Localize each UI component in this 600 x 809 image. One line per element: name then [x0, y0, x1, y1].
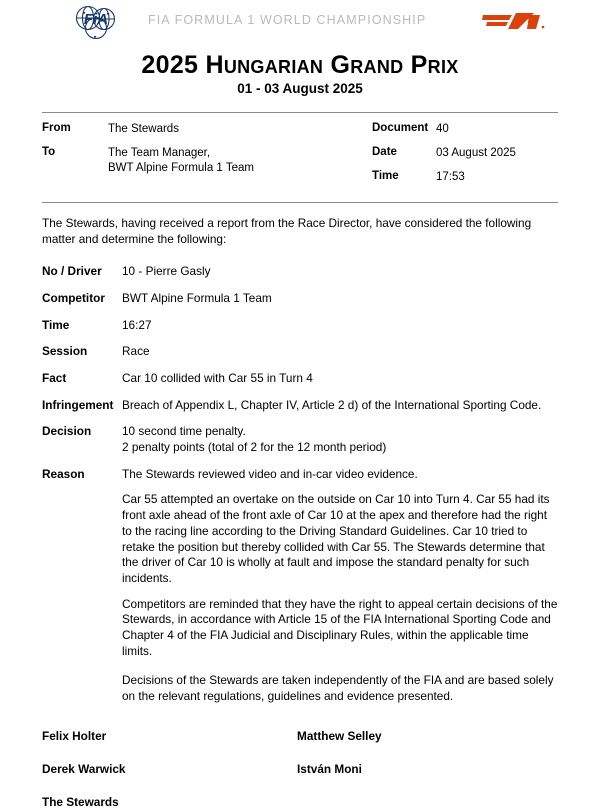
field-row-competitor	[42, 291, 558, 307]
reason-paragraph-3: Competitors are reminded that they have the right to appeal certain decisions of the Stewards, in accordance with Article 15 of the FIA International Sporting Code and Chapter 4 of the FIA Judicial and Disciplinary Rules, within the applicable time limits.	[122, 596, 558, 658]
field-row-session	[42, 344, 558, 360]
steward-name-matthew-selley: Matthew Selley	[297, 728, 382, 743]
divider-top	[42, 112, 558, 113]
signature-block	[42, 729, 558, 809]
field-row-no-driver	[42, 264, 558, 280]
document-meta	[42, 122, 558, 193]
meta-column-left	[42, 122, 372, 193]
masthead	[0, 0, 600, 44]
fia-logo-icon	[74, 3, 120, 41]
from-value: The Stewards	[108, 123, 179, 136]
document-value: 40	[436, 123, 449, 136]
reason-value	[122, 467, 558, 705]
meta-row-from	[42, 122, 372, 137]
intro-paragraph: The Stewards, having received a report from the Race Director, have considered the following matter and determine the following:	[42, 216, 532, 247]
fact-label: Fact	[42, 371, 67, 385]
decision-line-2: 2 penalty points (total of 2 for the 12 month period)	[122, 440, 387, 455]
decision-label: Decision	[42, 424, 92, 439]
signature-row-3-right	[297, 795, 558, 809]
session-value: Race	[122, 344, 150, 359]
reason-paragraph-4: Decisions of the Stewards are taken independently of the FIA and are based solely on the relevant regulations, guidelines and evidence presented.	[122, 673, 554, 703]
meta-column-right	[372, 122, 558, 193]
event-dates: 01 - 03 August 2025	[237, 81, 363, 97]
steward-name-derek-warwick: Derek Warwick	[42, 761, 126, 776]
signature-row-1	[42, 729, 558, 743]
date-label: Date	[372, 145, 397, 158]
reason-paragraph-2: Car 55 attempted an overtake on the outside on Car 10 into Turn 4. Car 55 had its front axle ahead of the front axle of Car 10 at the apex and therefore had the right to the racing line according to the Driving Standard Guidelines. Car 10 tried to retake the position but thereby collided with Car 55. The Stewards determine that the driver of Car 10 is wholly at fault and impose the standard penalty for such incidents.	[122, 492, 550, 585]
meta-row-time	[372, 170, 558, 185]
infringement-value: Breach of Appendix L, Chapter IV, Article 2 d) of the International Sporting Code.	[122, 397, 542, 412]
title-block	[0, 52, 600, 96]
to-value	[108, 146, 254, 175]
svg-text:FiA: FiA	[83, 11, 109, 28]
field-row-reason	[42, 467, 558, 705]
field-row-infringement	[42, 398, 558, 414]
no-driver-value: 10 - Pierre Gasly	[122, 264, 211, 279]
competitor-value: BWT Alpine Formula 1 Team	[122, 290, 272, 305]
decision-fields	[42, 264, 558, 704]
meta-row-to	[42, 146, 372, 175]
time-label: Time	[372, 169, 399, 182]
steward-name-felix-holter: Felix Holter	[42, 728, 107, 743]
steward-name-istvan-moni: István Moni	[297, 761, 362, 776]
session-label: Session	[42, 344, 88, 359]
championship-title: FIA FORMULA 1 WORLD CHAMPIONSHIP	[148, 13, 427, 27]
field-row-fact	[42, 371, 558, 387]
to-value-line2: BWT Alpine Formula 1 Team	[108, 161, 254, 174]
field-row-decision	[42, 424, 558, 455]
to-label: To	[42, 145, 56, 158]
competitor-label: Competitor	[42, 290, 105, 305]
meta-row-document	[372, 122, 558, 137]
time-field-value: 16:27	[122, 317, 152, 332]
time-value: 17:53	[436, 170, 465, 183]
infringement-label: Infringement	[42, 397, 114, 412]
no-driver-label: No / Driver	[42, 264, 102, 279]
document-label: Document	[372, 122, 429, 135]
divider-bottom	[42, 202, 558, 203]
time-field-label: Time	[42, 317, 70, 332]
date-value: 03 August 2025	[436, 146, 516, 159]
reason-label: Reason	[42, 466, 85, 481]
f1-logo-icon	[482, 9, 548, 33]
decision-line-1: 10 second time penalty.	[122, 424, 246, 439]
to-value-line1: The Team Manager,	[108, 146, 211, 159]
signature-row-2	[42, 762, 558, 776]
stewards-label: The Stewards	[42, 794, 119, 809]
signature-row-3	[42, 795, 558, 809]
from-label: From	[42, 122, 71, 135]
meta-row-date	[372, 146, 558, 161]
reason-paragraph-1: The Stewards reviewed video and in-car video evidence.	[122, 466, 418, 481]
event-title: 2025 Hungarian Grand Prix	[141, 51, 459, 79]
field-row-time	[42, 318, 558, 334]
fact-value: Car 10 collided with Car 55 in Turn 4	[122, 371, 313, 385]
decision-value	[122, 424, 558, 455]
